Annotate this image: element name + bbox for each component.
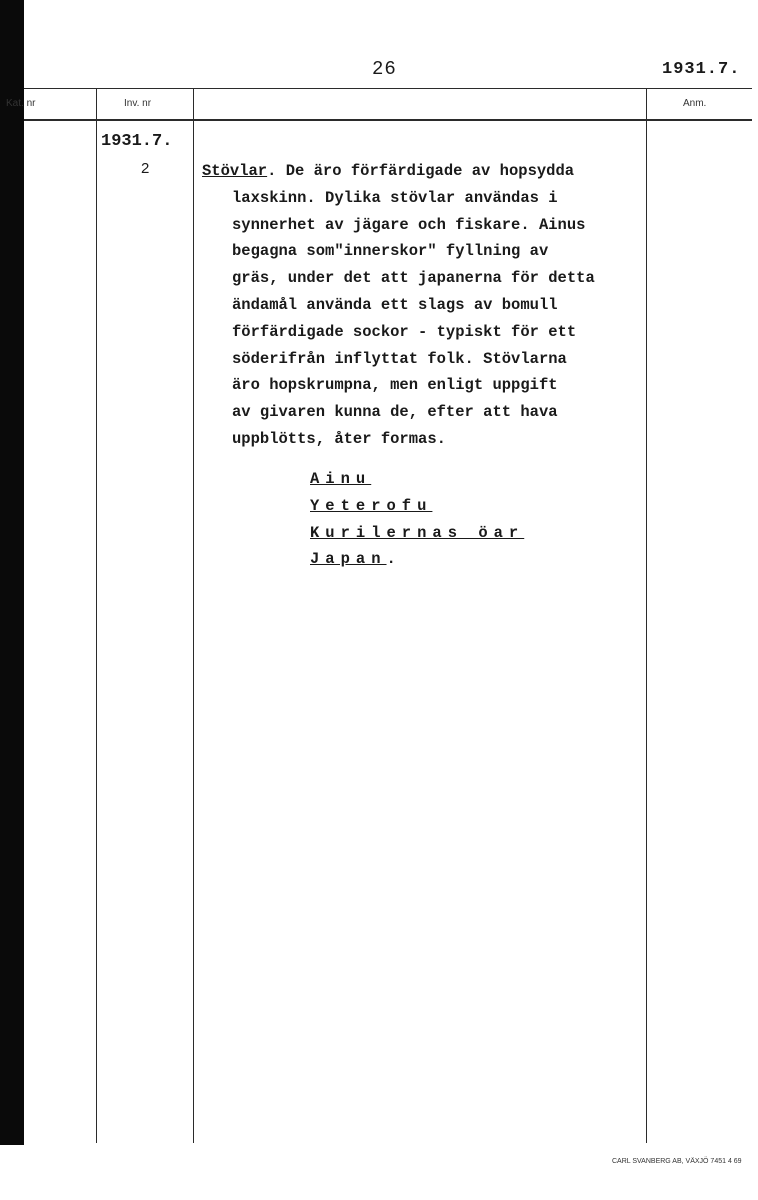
place-yeterofu: Yeterofu xyxy=(310,496,433,515)
header-date: 1931.7. xyxy=(662,60,741,79)
entry-title: Stövlar xyxy=(202,162,268,180)
column-rule-inv xyxy=(193,88,194,1143)
description-line: ändamål använda ett slags av bomull xyxy=(232,295,558,314)
column-header-anm: Anm. xyxy=(683,98,707,109)
place-japan: Japan. xyxy=(310,550,402,569)
place-ainu: Ainu xyxy=(310,470,372,488)
entry-description xyxy=(202,158,650,453)
description-line: synnerhet av jägare och fiskare. Ainus xyxy=(232,215,586,234)
printer-mark: CARL SVANBERG AB, VÄXJÖ 7451 4 69 xyxy=(612,1158,742,1165)
page-number: 26 xyxy=(372,58,397,80)
description-line: av givaren kunna de, efter att hava xyxy=(232,403,558,422)
place-list xyxy=(310,466,524,573)
description-line: förfärdigade sockor - typiskt för ett xyxy=(232,322,577,341)
description-line: laxskinn. Dylika stövlar användas i xyxy=(232,188,558,207)
final-period: . xyxy=(386,550,402,569)
header-bottom-rule xyxy=(24,119,752,121)
binding-strip xyxy=(0,0,24,1145)
column-header-inv-nr: Inv. nr xyxy=(124,98,152,109)
description-line: begagna som"innerskor" fyllning av xyxy=(232,242,549,261)
column-header-kat-nr: Kat. nr xyxy=(6,98,36,109)
description-line: äro hopskrumpna, men enligt uppgift xyxy=(232,376,558,395)
top-rule xyxy=(24,88,752,89)
inventory-date: 1931.7. xyxy=(101,132,173,151)
description-line: gräs, under det att japanerna för detta xyxy=(232,269,595,288)
place-kurilernas-oar: Kurilernas öar xyxy=(310,523,525,542)
description-line: Stövlar. De äro förfärdigade av hopsydda xyxy=(202,162,575,180)
description-line: uppblötts, åter formas. xyxy=(232,429,446,448)
inventory-number: 2 xyxy=(141,160,150,177)
column-rule-kat xyxy=(96,88,97,1143)
description-line: söderifrån inflyttat folk. Stövlarna xyxy=(232,349,567,368)
